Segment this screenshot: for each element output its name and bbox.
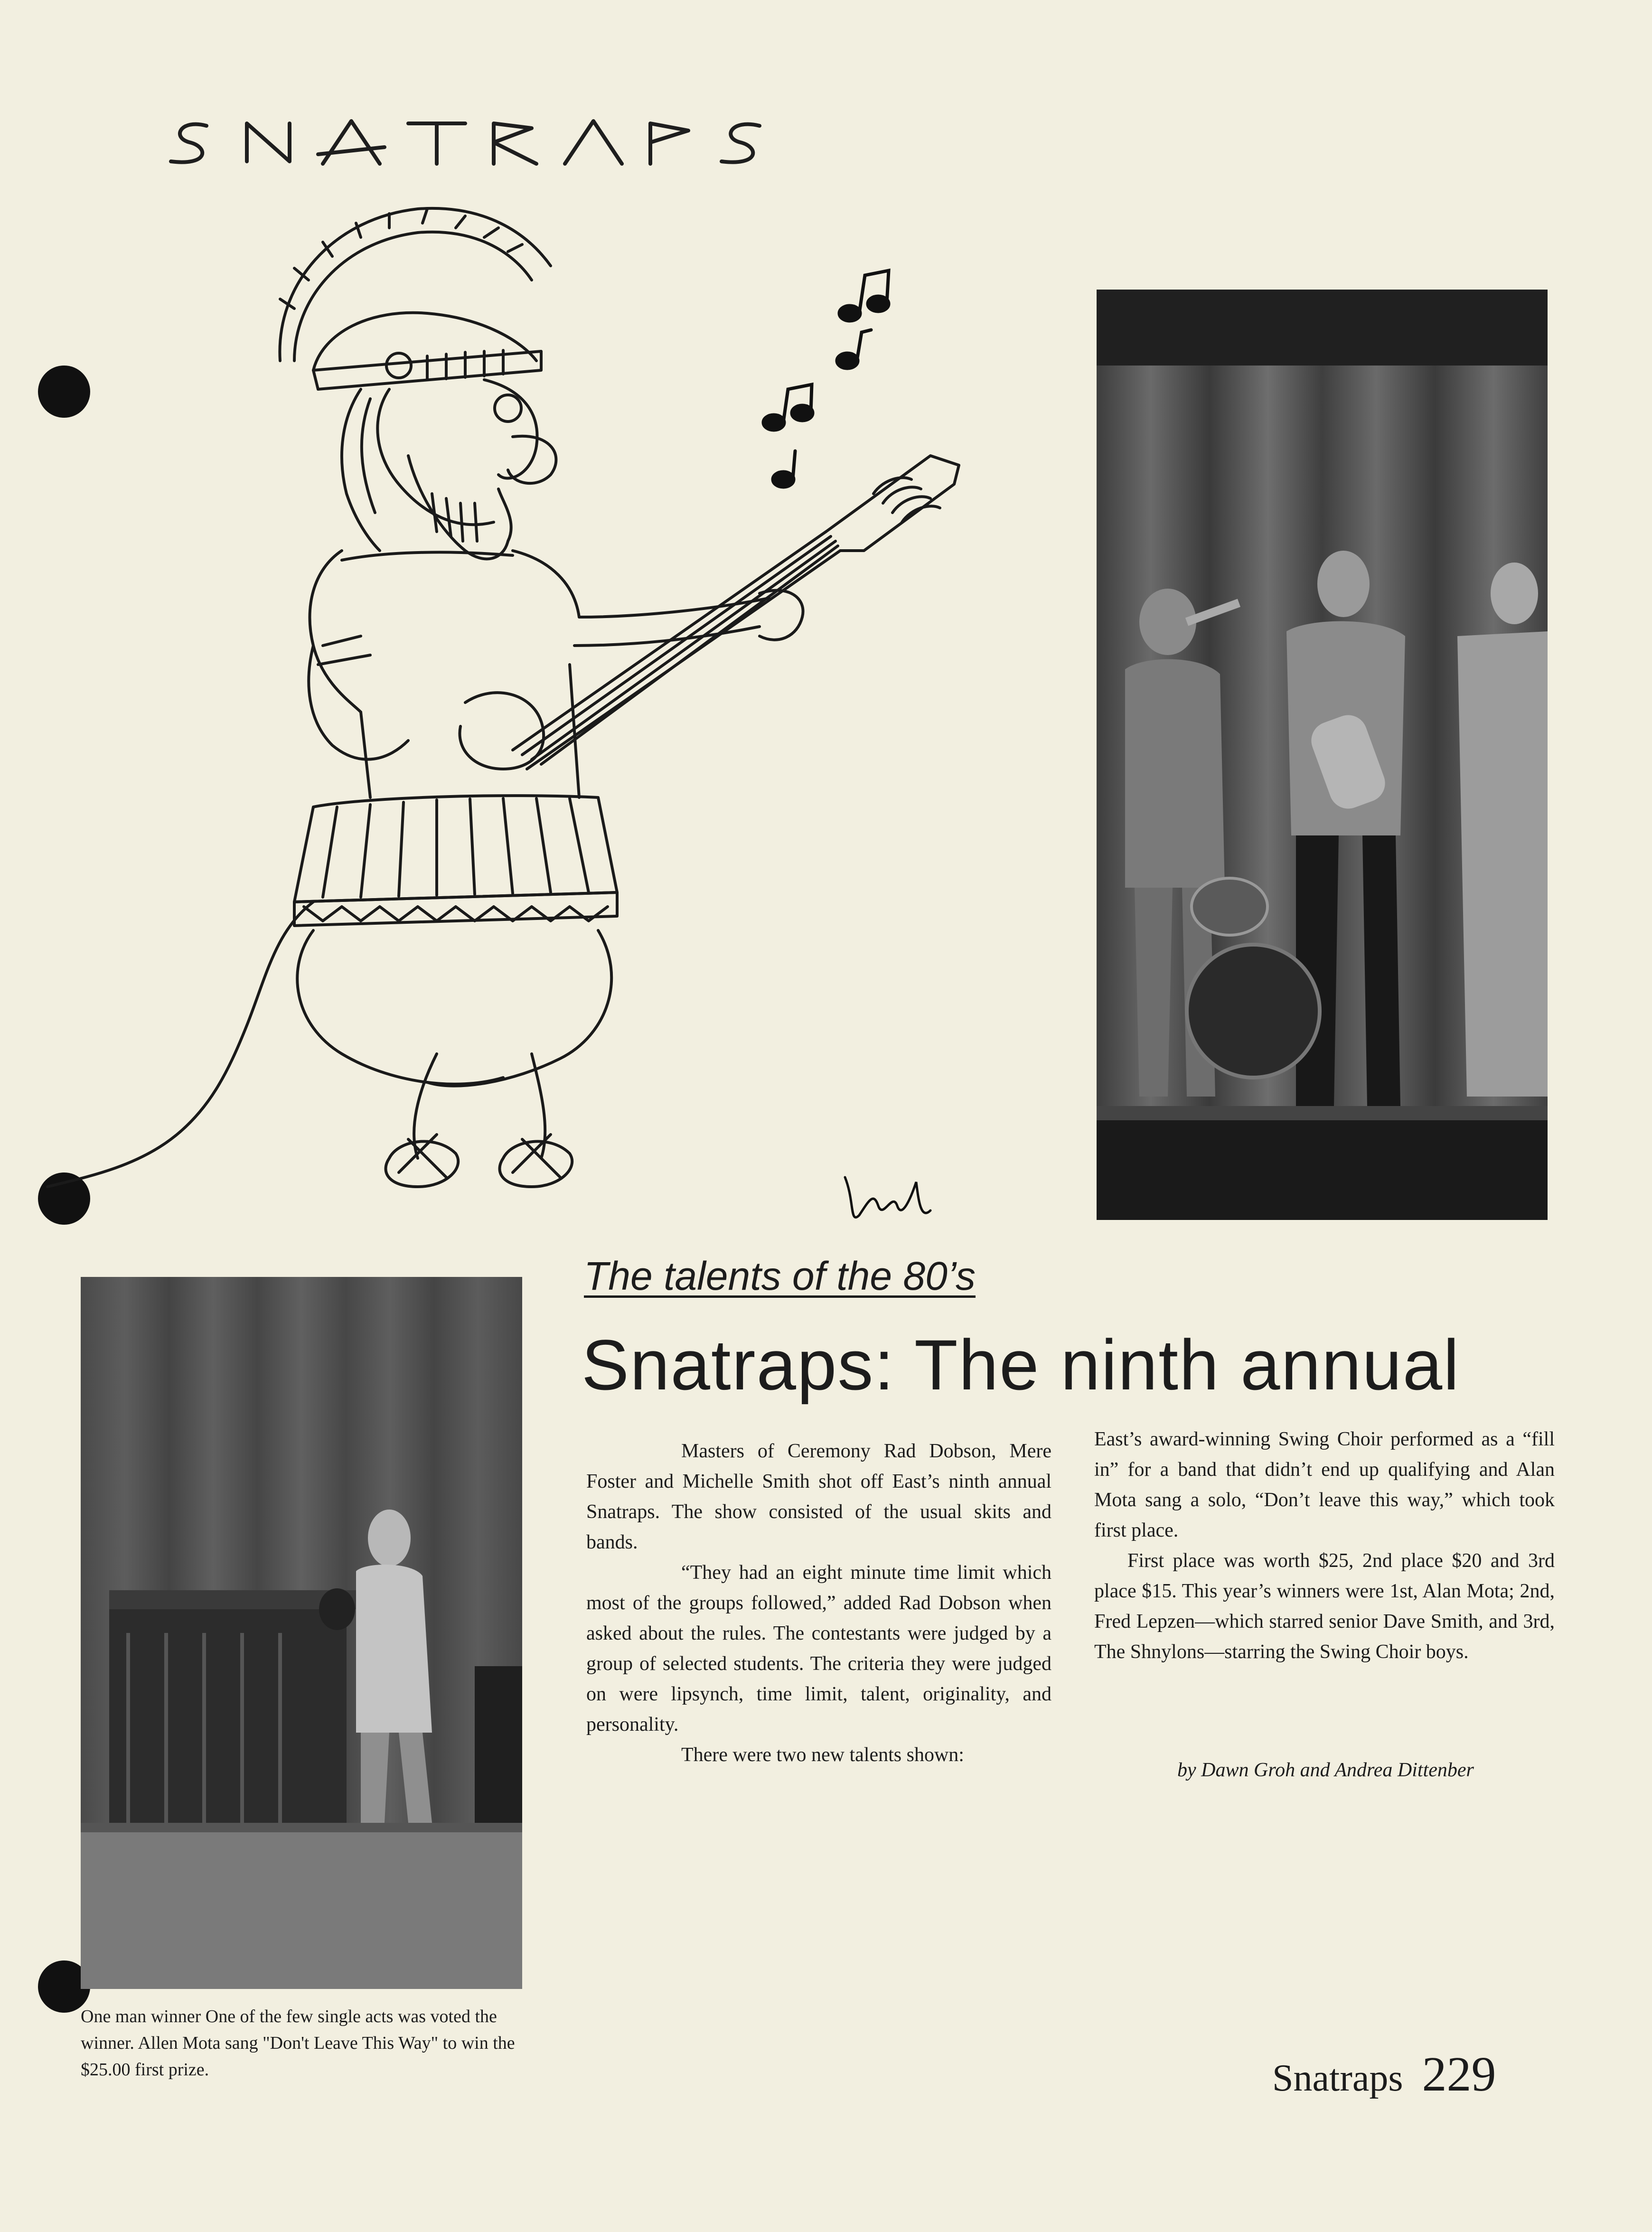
- article-paragraph: First place was worth $25, 2nd place $20 and 3rd place $15. This year’s winners were 1st, Alan Mota; 2nd, Fred Lepzen—which starred senior Dave Smith, and 3rd, The Shnylons—starring the Swing Choir boys.: [1094, 1550, 1555, 1663]
- article-paragraph: There were two new talents shown:: [681, 1744, 964, 1766]
- article-paragraph: Masters of Ceremony Rad Dobson, Mere Foster and Michelle Smith shot off East’s ninth annual Snatraps. The show consisted of the usual skits and bands.: [586, 1440, 1051, 1553]
- artist-signature-art: [835, 1163, 940, 1234]
- section-logo-art: [161, 109, 798, 176]
- article-headline: Snatraps: The ninth annual: [582, 1325, 1460, 1405]
- page-number: 229: [1422, 2047, 1496, 2101]
- folio-section: Snatraps: [1272, 2057, 1403, 2099]
- article-column-left: [586, 1436, 1051, 1770]
- article-paragraph: “They had an eight minute time limit which most of the groups followed,” added Rad Dobson when asked about the rules. The contestants were judged by a group of selected students. The criteria they were judged on were lipsynch, time limit, talent, originality, and personality.: [586, 1562, 1051, 1735]
- artist-signature: [835, 1163, 940, 1237]
- page-folio: [1272, 2046, 1496, 2102]
- article-paragraph: East’s award-winning Swing Choir performed as a “fill in” for a band that didn’t end up qualifying and Alan Mota sang a solo, “Don’t leave this way,” which took first place.: [1094, 1428, 1555, 1541]
- music-notes-art: [741, 266, 911, 513]
- article-kicker: The talents of the 80’s: [584, 1254, 976, 1298]
- music-notes: [741, 266, 911, 515]
- article-byline: by Dawn Groh and Andrea Dittenber: [1177, 1759, 1474, 1781]
- section-logo: [161, 109, 798, 178]
- article-column-right: [1094, 1424, 1555, 1667]
- solo-winner-photo: [81, 1277, 522, 1989]
- photo-caption: One man winner One of the few single acts was voted the winner. Allen Mota sang "Don't Leave This Way" to win the $25.00 first prize.: [81, 2007, 515, 2080]
- band-on-stage-photo: [1097, 290, 1548, 1220]
